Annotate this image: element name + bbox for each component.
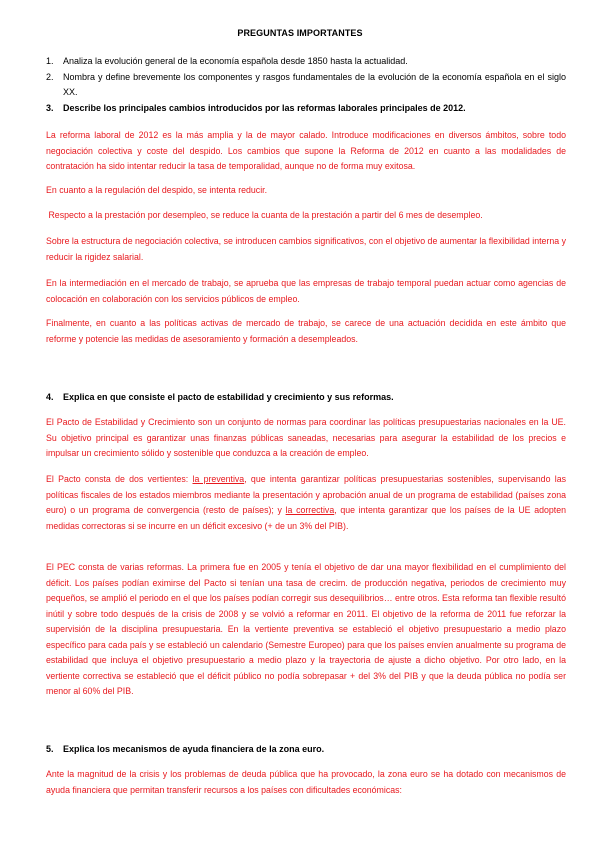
question-text: Describe los principales cambios introducidos por las reformas laborales principales de 2012. <box>63 103 466 113</box>
question-text: Explica los mecanismos de ayuda financiera de la zona euro. <box>63 744 325 754</box>
question-2 <box>46 70 566 100</box>
answer-4-p2-end: , que intenta garantizar que los países de la UE adopten medidas correctoras si se incurre en un déficit excesivo (+ de un 3% del PIB). <box>46 505 566 531</box>
question-3 <box>46 101 566 116</box>
answer-3-paragraph-2: En cuanto a la regulación del despido, se intenta reducir. <box>46 185 268 195</box>
question-number: 5. <box>46 744 54 754</box>
question-text: Explica en que consiste el pacto de estabilidad y crecimiento y sus reformas. <box>63 392 394 402</box>
question-number: 3. <box>46 103 54 113</box>
question-1 <box>46 54 566 69</box>
question-number: 1. <box>46 56 54 66</box>
answer-3-paragraph-6: Finalmente, en cuanto a las políticas activas de mercado de trabajo, se carece de una actuación decidida en este ámbito que reforme y potencie las medidas de asesoramiento y formación a desempleados. <box>46 318 566 344</box>
corrective-term: la correctiva <box>285 505 335 515</box>
answer-3-paragraph-1: La reforma laboral de 2012 es la más amplia y la de mayor calado. Introduce modificaciones en diversos ámbitos, sobre todo negociación colectiva y coste del despido. Los cambios que supone la Reforma de 2012 en cuanto a las modalidades de contratación ha sido intentar reducir la tasa de temporalidad, aunque no de forma muy exitosa. <box>46 130 566 171</box>
answer-4-paragraph-3: El PEC consta de varias reformas. La primera fue en 2005 y tenía el objetivo de dar una mayor flexibilidad en el cumplimiento del déficit. Los países podían eximirse del Pacto si tenían una tasa de crecim. de producción negativa, periodos de crecimiento muy pequeños, se amplió el periodo en el que los países podían corregir sus desequilibrios… entre otros. Esta reforma tan flexible resultó inútil y sobre todo después de la crisis de 2008 y se volvió a reformar en 2011. El objetivo de la reforma de 2011 fue reforzar la supervisión de la disciplina presupuestaria. En la vertiente preventiva se estableció el objetivo presupuestario a medio plazo específico para cada país y se estableció un calendario (Semestre Europeo) para que los países envíen anualmente su programa de estabilidad que incluya el objetivo presupuestario a medio plazo y la trayectoria de ajuste a dicho objetivo. Por otro lado, en la vertiente correctiva se estableció que el déficit público no podía sobrepasar + del 3% del PIB y que la deuda pública no podía ser menor al 60% del PIB. <box>46 562 566 696</box>
answer-3-paragraph-5: En la intermediación en el mercado de trabajo, se aprueba que las empresas de trabajo temporal puedan actuar como agencias de colocación en colaboración con los servicios públicos de empleo. <box>46 278 566 304</box>
answer-4-paragraph-2 <box>46 472 566 534</box>
page-title: PREGUNTAS IMPORTANTES <box>237 28 363 38</box>
answer-4-paragraph-1: El Pacto de Estabilidad y Crecimiento son un conjunto de normas para coordinar las políticas presupuestarias nacionales en la UE. Su objetivo principal es garantizar unas finanzas públicas saneadas, necesarias para asegurar la estabilidad de los precios e impulsar un crecimiento sólido y sostenible que conduzca a la creación de empleo. <box>46 417 566 458</box>
question-number: 4. <box>46 392 54 402</box>
question-5 <box>46 742 566 757</box>
answer-3-paragraph-3: Respecto a la prestación por desempleo, se reduce la cuanta de la prestación a partir del 6 mes de desempleo. <box>46 210 483 220</box>
question-text: Analiza la evolución general de la economía española desde 1850 hasta la actualidad. <box>63 56 408 66</box>
question-number: 2. <box>46 72 54 82</box>
answer-3-paragraph-4: Sobre la estructura de negociación colectiva, se introducen cambios significativos, con el objetivo de aumentar la flexibilidad interna y reducir la rigidez salarial. <box>46 236 566 262</box>
question-4 <box>46 390 566 405</box>
question-text: Nombra y define brevemente los componentes y rasgos fundamentales de la evolución de la economía española en el siglo XX. <box>63 72 566 97</box>
answer-5-paragraph-1: Ante la magnitud de la crisis y los problemas de deuda pública que ha provocado, la zona euro se ha dotado con mecanismos de ayuda financiera que permitan transferir recursos a los países con dificultades económicas: <box>46 769 566 795</box>
answer-4-p2-intro: El Pacto consta de dos vertientes: <box>46 474 193 484</box>
preventive-term: la preventiva <box>192 474 245 484</box>
answer-4-p2-middle: , que intenta garantizar políticas presupuestarias sostenibles, supervisando las políticas fiscales de los estados miembros mediante la presentación y aprobación anual de un programa de estabilidad (países zona euro) o un programa de convergencia (resto de países); y <box>46 474 566 515</box>
